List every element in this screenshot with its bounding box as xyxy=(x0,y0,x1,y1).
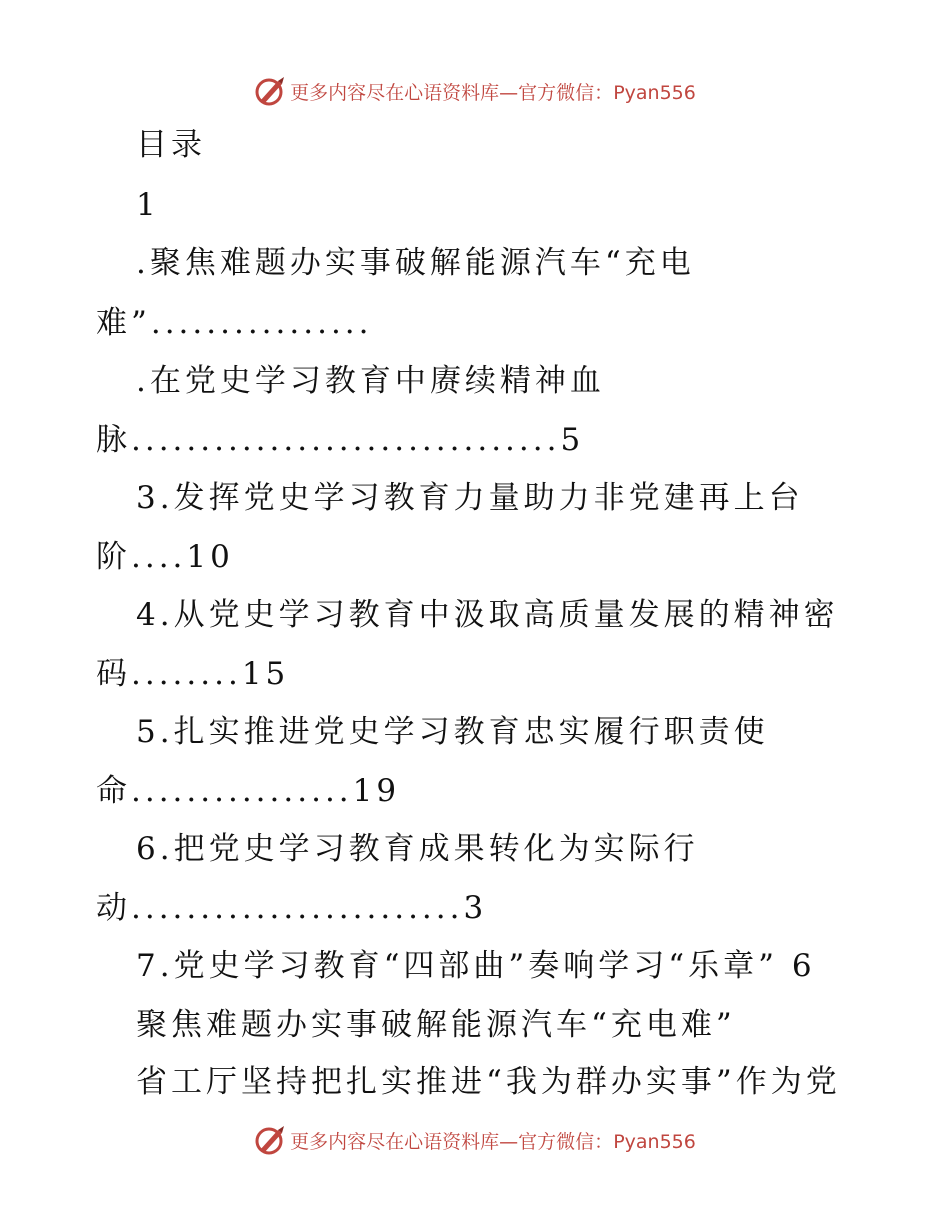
toc-line: 4.从党史学习教育中汲取高质量发展的精神密 xyxy=(136,597,839,633)
banner-account: Pyan556 xyxy=(613,81,696,104)
banner-site-text: 更多内容尽在心语资料库 xyxy=(290,81,500,104)
banner-dash: — xyxy=(499,81,519,104)
pen-logo-icon xyxy=(254,75,286,107)
section-heading: 聚焦难题办实事破解能源汽车“充电难” xyxy=(136,1007,736,1043)
banner-site-text: 更多内容尽在心语资料库 xyxy=(290,1130,500,1153)
toc-line: 7.党史学习教育“四部曲”奏响学习“乐章” 6 xyxy=(136,948,816,984)
banner-dash: — xyxy=(499,1130,519,1153)
body-paragraph-start: 省工厅坚持把扎实推进“我为群办实事”作为党 xyxy=(136,1064,841,1100)
toc-line: 1 xyxy=(136,187,160,223)
toc-line: 动........................3 xyxy=(96,890,488,926)
banner-text xyxy=(290,78,696,105)
header-watermark-banner xyxy=(0,71,950,111)
toc-line: 阶....10 xyxy=(96,539,234,575)
footer-watermark-banner xyxy=(0,1120,950,1160)
toc-line: .在党史学习教育中赓续精神血 xyxy=(136,363,605,399)
banner-official-text: 官方微信： xyxy=(518,81,614,104)
pen-logo-icon xyxy=(254,1124,286,1156)
banner-account: Pyan556 xyxy=(613,1130,696,1153)
toc-line: 5.扎实推进党史学习教育忠实履行职责使 xyxy=(136,714,769,750)
banner-text xyxy=(290,1127,696,1154)
toc-line: 6.把党史学习教育成果转化为实际行 xyxy=(136,831,699,867)
toc-line: 码........15 xyxy=(96,656,290,692)
toc-line: 难”................ xyxy=(96,305,373,341)
toc-line: 脉...............................5 xyxy=(96,422,585,458)
toc-title: 目录 xyxy=(136,127,206,163)
toc-line: 3.发挥党史学习教育力量助力非党建再上台 xyxy=(136,480,804,516)
toc-line: .聚焦难题办实事破解能源汽车“充电 xyxy=(136,245,695,281)
banner-official-text: 官方微信： xyxy=(518,1130,614,1153)
toc-line: 命................19 xyxy=(96,773,401,809)
